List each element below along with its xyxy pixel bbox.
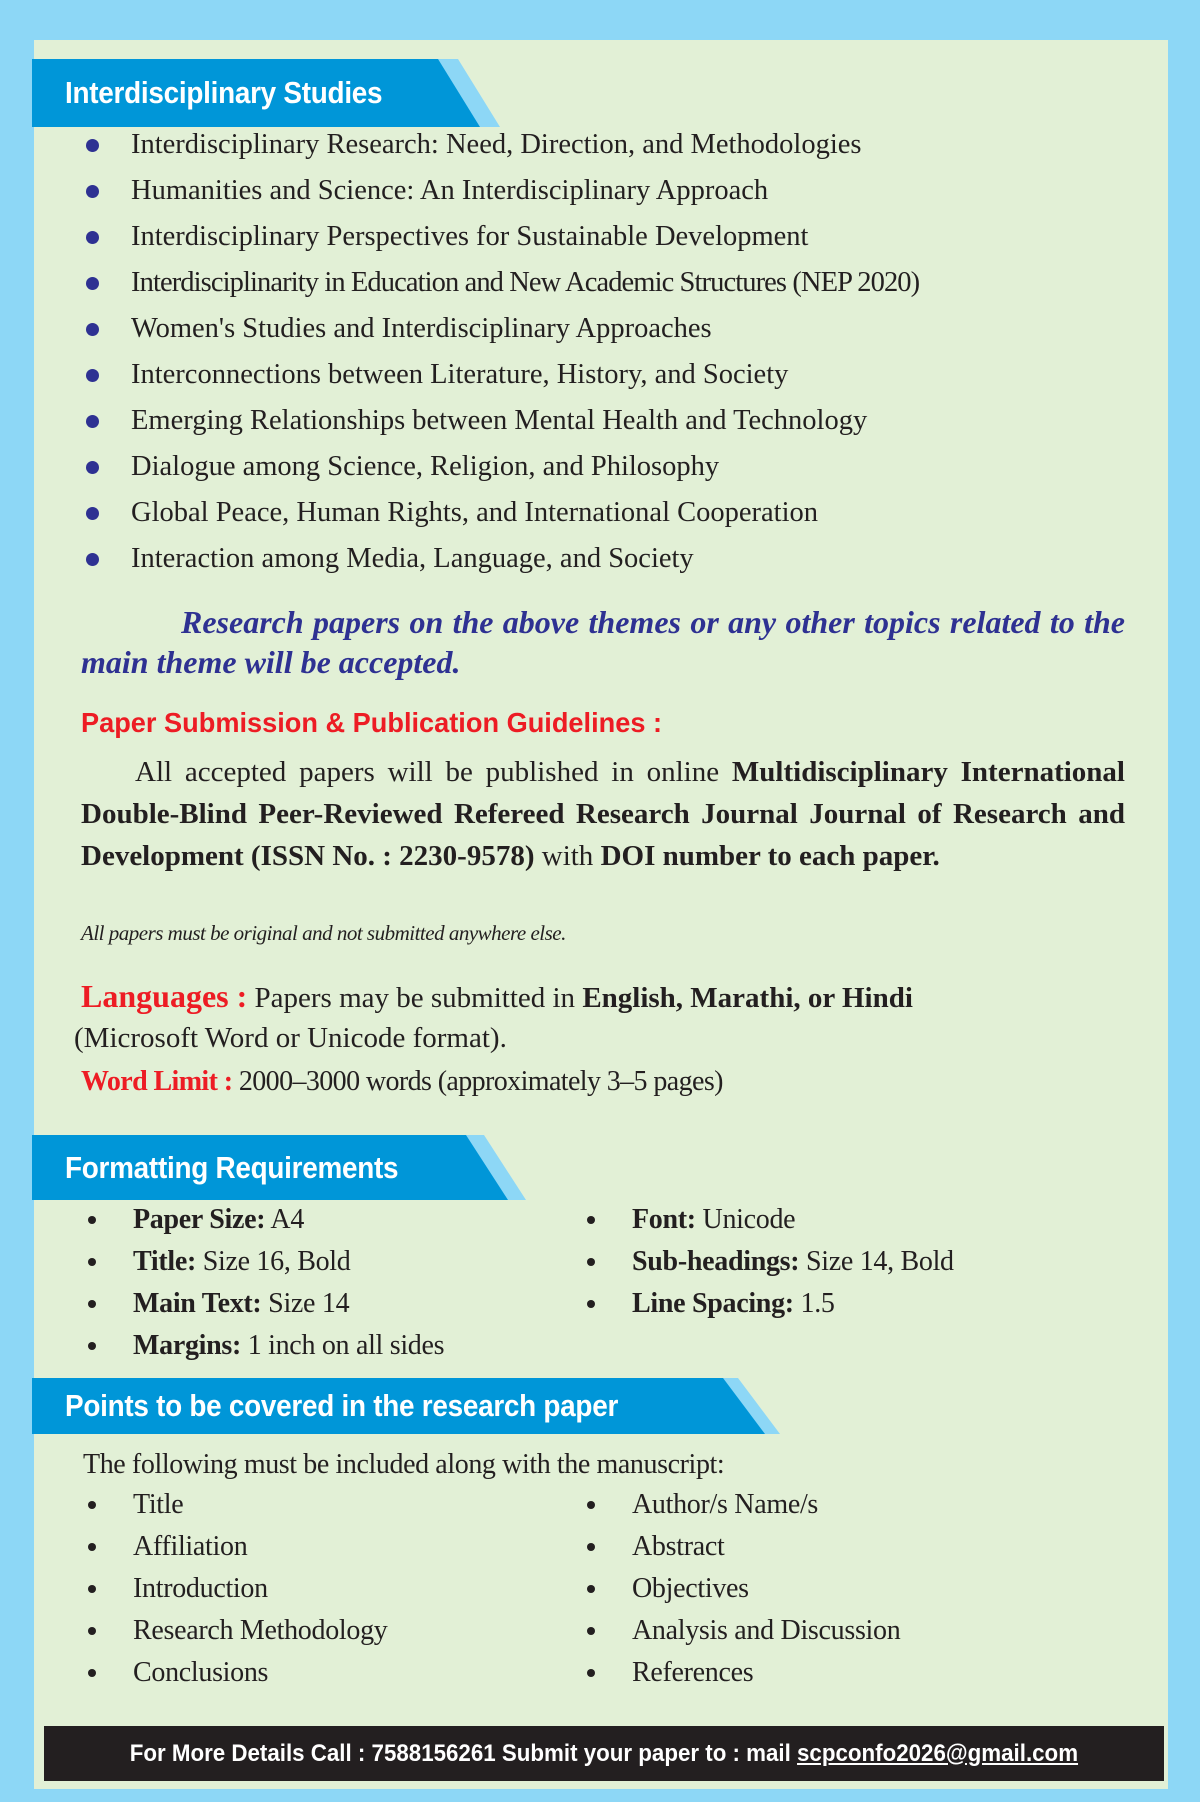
bullet-icon (587, 1501, 595, 1509)
bullet-icon (88, 1627, 96, 1635)
section-banner-interdisciplinary (32, 59, 500, 127)
doi-note: DOI number to each paper. (600, 840, 940, 872)
publication-paragraph: All accepted papers will be published in online Multidisciplinary International Double-Blind Peer-Reviewed Refereed Research Journal Journal of Research and Development (ISSN No. : 2230-9578) with DOI number to each paper. (81, 756, 1125, 872)
acceptance-note: Research papers on the above themes or any other topics related to the main theme will be accepted. (81, 604, 1125, 680)
languages-info: Languages : Papers may be submitted in English, Marathi, or Hindi (Microsoft Word or Unicode format). (74, 978, 913, 1054)
bullet-icon (587, 1669, 595, 1677)
content-panel (34, 40, 1168, 1789)
section-heading: Interdisciplinary Studies (65, 75, 383, 110)
email-link[interactable]: scpconfo2026@gmail.com (797, 1739, 1079, 1767)
bullet-icon (587, 1216, 595, 1224)
word-limit-label: Word Limit : (81, 1066, 233, 1097)
bullet-icon (587, 1585, 595, 1593)
bullet-icon (86, 185, 99, 198)
bullet-icon (86, 369, 99, 382)
bullet-icon (86, 507, 99, 520)
bullet-icon (88, 1258, 96, 1266)
points-intro: The following must be included along with the manuscript: (83, 1449, 725, 1480)
contact-footer (44, 1726, 1164, 1781)
bullet-icon (88, 1543, 96, 1551)
bullet-icon (88, 1669, 96, 1677)
section-heading: Points to be covered in the research paper (65, 1388, 619, 1423)
bullet-icon (86, 553, 99, 566)
bullet-icon (86, 277, 99, 290)
bullet-icon (587, 1258, 595, 1266)
bullet-icon (587, 1300, 595, 1308)
originality-note: All papers must be original and not submitted anywhere else. (81, 921, 566, 945)
bullet-icon (86, 323, 99, 336)
guidelines-heading: Paper Submission & Publication Guidelines : (81, 707, 663, 738)
contact-text: For More Details Call : 7588156261 Submit your paper to : mail (129, 1739, 798, 1767)
bullet-icon (88, 1342, 96, 1350)
word-limit-info: Word Limit : 2000–3000 words (approximately 3–5 pages) (81, 1066, 723, 1097)
section-banner-formatting (32, 1135, 526, 1200)
bullet-icon (86, 231, 99, 244)
section-heading: Formatting Requirements (65, 1149, 399, 1185)
bullet-icon (86, 415, 99, 428)
bullet-icon (88, 1585, 96, 1593)
languages-label: Languages : (81, 978, 248, 1014)
bullet-icon (587, 1543, 595, 1551)
bullet-icon (86, 139, 99, 152)
bullet-icon (86, 461, 99, 474)
journal-name: Multidisciplinary International Double-Blind Peer-Reviewed Refereed Research Journal Journal of Research and Development (ISSN No. : 2230-9578) (81, 756, 1125, 872)
bullet-icon (88, 1501, 96, 1509)
section-banner-points (32, 1378, 780, 1434)
bullet-icon (88, 1300, 96, 1308)
bullet-icon (587, 1627, 595, 1635)
bullet-icon (88, 1216, 96, 1224)
